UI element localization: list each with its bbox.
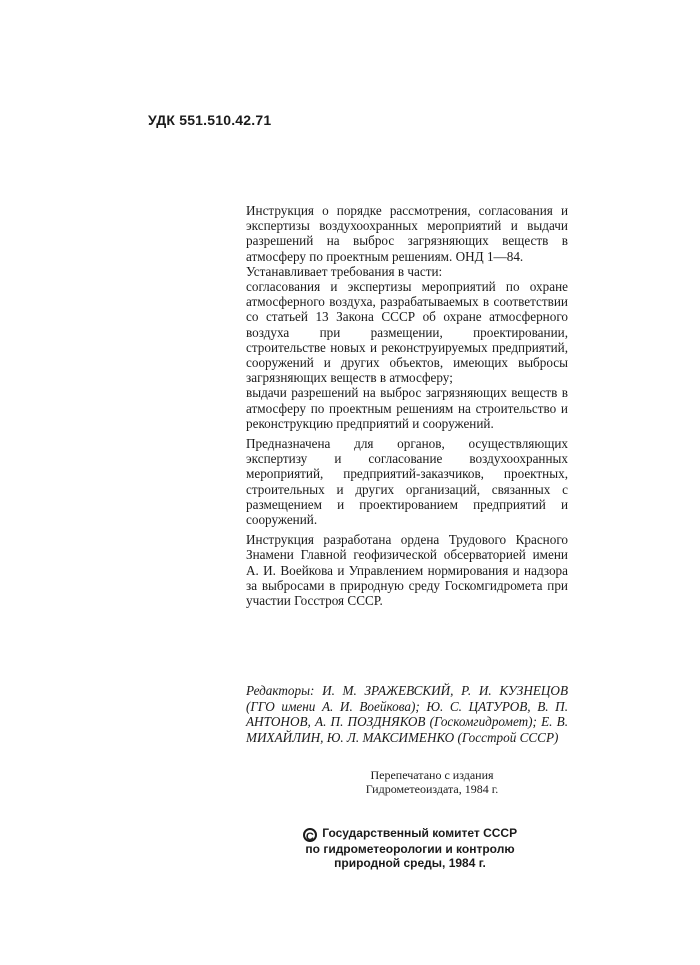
- editors-list: Редакторы: И. М. ЗРАЖЕВСКИЙ, Р. И. КУЗНЕЦОВ (ГГО имени А. И. Воейкова); Ю. С. ЦАТУРОВ, В. П. АНТОНОВ, А. П. ПОЗДНЯКОВ (Госкомгидромет); Е. В. МИХАЙЛИН, Ю. Л. МАКСИМЕНКО (Госстрой СССР): [246, 683, 568, 745]
- copyright-line-3: природной среды, 1984 г.: [334, 856, 486, 870]
- copyright-line-2: по гидрометеорологии и контролю: [305, 842, 515, 856]
- copyright-notice: [286, 826, 534, 870]
- purpose-paragraph: Предназначена для органов, осуществляющих экспертизу и согласование воздухоохранных мероприятий, предприятий-заказчиков, проектных, строительных и других организаций, связанных с размещением и проектированием предприятий и сооружений.: [246, 436, 568, 528]
- udk-code: УДК 551.510.42.71: [148, 112, 272, 128]
- authors-paragraph: Инструкция разработана ордена Трудового Красного Знамени Главной геофизической обсерваторией имени А. И. Воейкова и Управлением нормирования и надзора за выбросами в природную среду Госкомгидромета при участии Госстроя СССР.: [246, 532, 568, 609]
- instruction-title: Инструкция о порядке рассмотрения, согласования и экспертизы воздухоохранных мероприятий и выдачи разрешений на выброс загрязняющих веществ в атмосферу по проектным решениям. ОНД 1—84.: [246, 203, 568, 264]
- reprint-line-2: Гидрометеоиздата, 1984 г.: [365, 782, 499, 796]
- copyright-line-1: [286, 826, 534, 842]
- reprint-note: [322, 768, 542, 796]
- abstract-block: [246, 203, 568, 608]
- requirements-intro: Устанавливает требования в части:: [246, 263, 443, 279]
- copyright-icon: C: [303, 828, 317, 842]
- copyright-line-1-text: Государственный комитет СССР: [322, 826, 518, 840]
- reprint-line-1: Перепечатано с издания: [370, 768, 494, 782]
- requirement-item-2: выдачи разрешений на выброс загрязняющих веществ в атмосферу по проектным решениям на строительство и реконструкцию предприятий и сооружений.: [246, 385, 568, 431]
- requirement-item-1: согласования и экспертизы мероприятий по охране атмосферного воздуха, разрабатываемых в соответствии со статьей 13 Закона СССР об охране атмосферного воздуха при размещении, проектировании, строительстве новых и реконструируемых предприятий, сооружений и других объектов, имеющих выбросы загрязняющих веществ в атмосферу;: [246, 279, 568, 386]
